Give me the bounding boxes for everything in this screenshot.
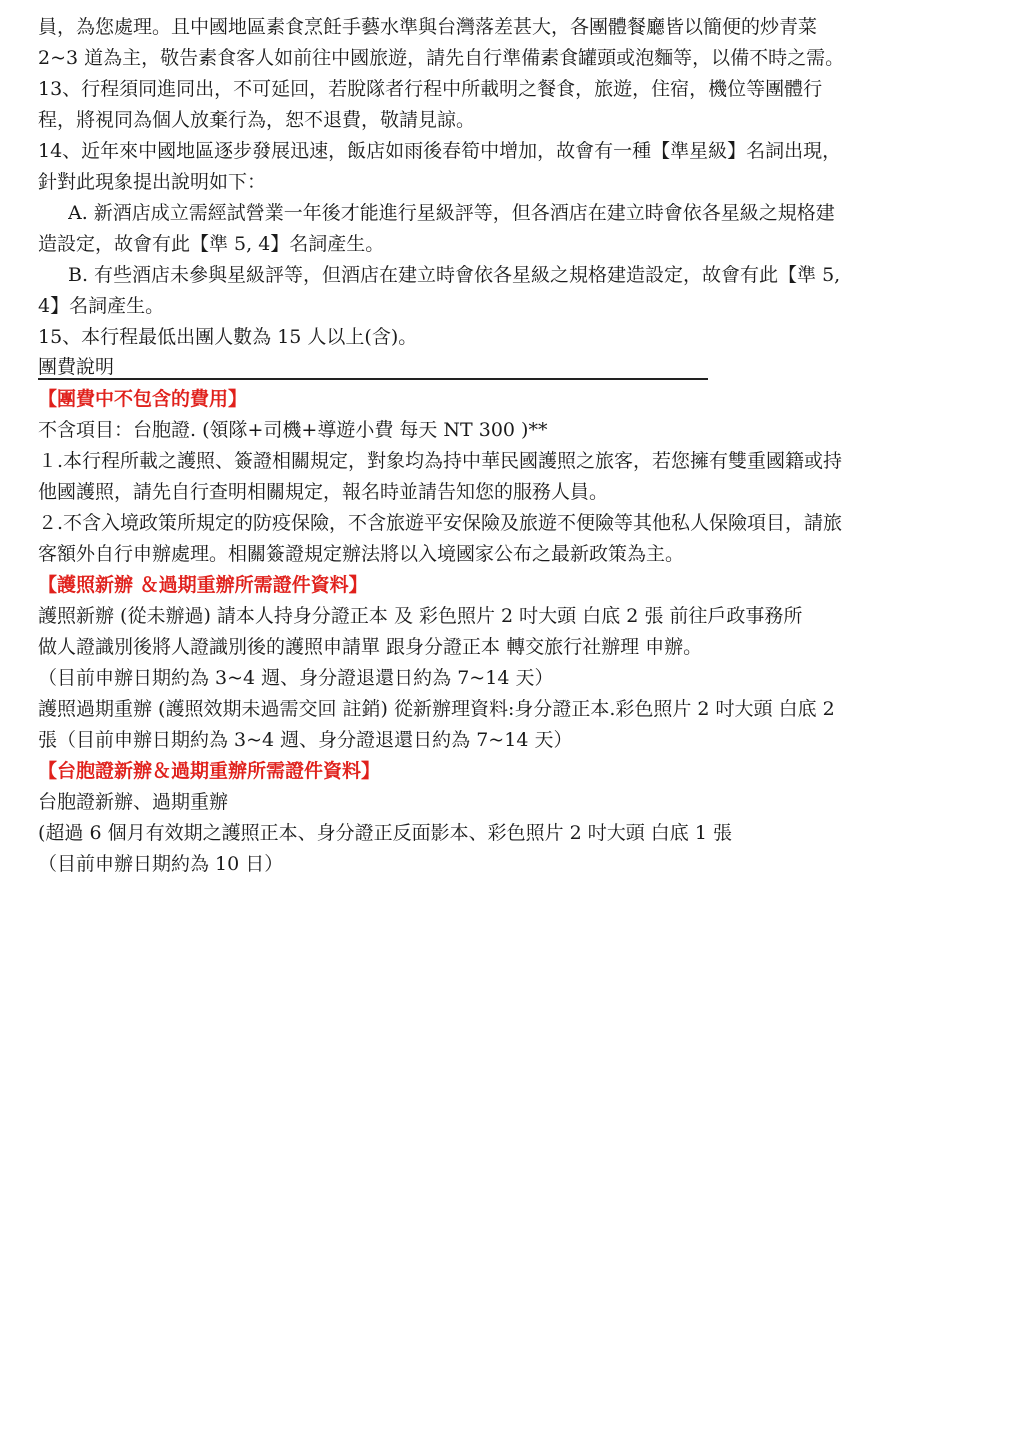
text-line: 針對此現象提出說明如下： <box>38 171 267 193</box>
text-line: 做人證識別後將人證識別後的護照申請單 跟身分證正本 轉交旅行社辦理 申辦。 <box>38 636 703 658</box>
sub-item-a: A. 新酒店成立需經試營業一年後才能進行星級評等，但各酒店在建立時會依各星級之規格建 <box>68 202 835 224</box>
note-2-line: ２.不含入境政策所規定的防疫保險，不含旅遊平安保險及旅遊不便險等其他私人保險項目，請旅 <box>38 512 843 534</box>
sub-item-b: B. 有些酒店未參與星級評等，但酒店在建立時會依各星級之規格建造設定，故會有此【準 5, <box>68 264 841 286</box>
text-line: 2~3 道為主，敬告素食客人如前往中國旅遊，請先自行準備素食罐頭或泡麵等，以備不時之需。 <box>38 47 845 69</box>
note-1-line: １.本行程所載之護照、簽證相關規定，對象均為持中華民國護照之旅客，若您擁有雙重國籍或持 <box>38 450 843 472</box>
text-line: 造設定，故會有此【準 5, 4】名詞產生。 <box>38 233 385 255</box>
text-line: （目前申辦日期約為 3~4 週、身分證退還日約為 7~14 天） <box>38 667 554 689</box>
text-line: 客額外自行申辦處理。相關簽證規定辦法將以入境國家公布之最新政策為主。 <box>38 543 685 565</box>
heading-excluded-fees: 【團費中不包含的費用】 <box>38 388 248 410</box>
section-underline <box>38 378 708 380</box>
heading-passport-docs: 【護照新辦 ＆過期重辦所需證件資料】 <box>38 574 368 596</box>
item-14-line: 14、近年來中國地區逐步發展迅速，飯店如雨後春筍中增加，故會有一種【準星級】名詞出現， <box>38 140 842 162</box>
section-title-fee: 團費說明 <box>38 356 115 378</box>
text-line: 不含項目：台胞證. (領隊+司機+導遊小費 每天 NT 300 )** <box>38 419 548 441</box>
text-line: （目前申辦日期約為 10 日） <box>38 853 284 875</box>
text-line: 護照新辦 (從未辦過) 請本人持身分證正本 及 彩色照片 2 吋大頭 白底 2 張 前往戶政事務所 <box>38 605 803 627</box>
text-line: 程，將視同為個人放棄行為，恕不退費，敬請見諒。 <box>38 109 476 131</box>
heading-mtp-docs: 【台胞證新辦＆過期重辦所需證件資料】 <box>38 760 381 782</box>
item-15-line: 15、本行程最低出團人數為 15 人以上(含)。 <box>38 326 418 348</box>
text-line: 張（目前申辦日期約為 3~4 週、身分證退還日約為 7~14 天） <box>38 729 573 751</box>
text-line: 台胞證新辦、過期重辦 <box>38 791 229 813</box>
text-line: 4】名詞產生。 <box>38 295 165 317</box>
text-line: 他國護照，請先自行查明相關規定，報名時並請告知您的服務人員。 <box>38 481 609 503</box>
text-line: (超過 6 個月有效期之護照正本、身分證正反面影本、彩色照片 2 吋大頭 白底 1 張 <box>38 822 732 844</box>
item-13-line: 13、行程須同進同出，不可延回，若脫隊者行程中所載明之餐食，旅遊，住宿，機位等團體行 <box>38 78 823 100</box>
text-line: 護照過期重辦 (護照效期未過需交回 註銷) 從新辦理資料:身分證正本.彩色照片 2 吋大頭 白底 2 <box>38 698 835 720</box>
text-line: 員，為您處理。且中國地區素食烹飪手藝水準與台灣落差甚大，各團體餐廳皆以簡便的炒青菜 <box>38 16 818 38</box>
